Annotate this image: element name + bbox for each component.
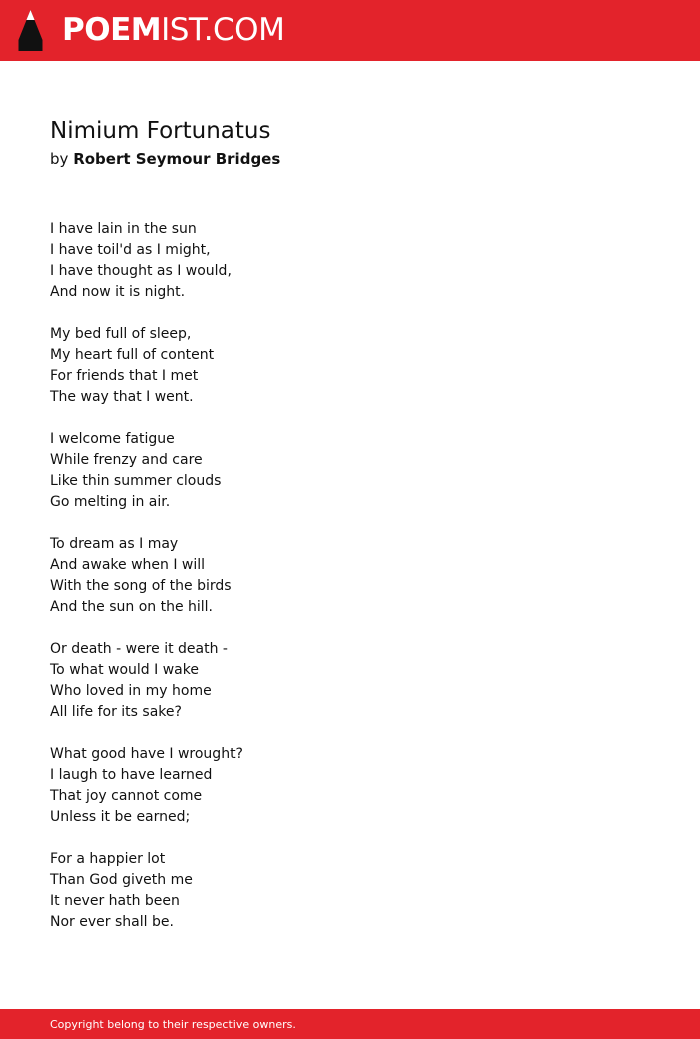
poem-line: That joy cannot come bbox=[50, 788, 203, 804]
poem-line: Who loved in my home bbox=[50, 683, 212, 699]
stanza bbox=[50, 219, 650, 303]
poem-line: I have toil'd as I might, bbox=[50, 242, 211, 258]
poem-line: Than God giveth me bbox=[50, 872, 193, 888]
poem-line: And awake when I will bbox=[50, 557, 206, 573]
poem-title: Nimium Fortunatus bbox=[50, 118, 271, 144]
poem-line: And now it is night. bbox=[50, 284, 186, 300]
poem-line: I laugh to have learned bbox=[50, 767, 213, 783]
site-header bbox=[0, 0, 700, 61]
poem-line: I welcome fatigue bbox=[50, 431, 175, 447]
poem-line: For friends that I met bbox=[50, 368, 199, 384]
poem-line: Unless it be earned; bbox=[50, 809, 191, 825]
logo-text-light: IST.COM bbox=[161, 12, 285, 48]
poem-line: What good have I wrought? bbox=[50, 746, 243, 762]
poem-line: For a happier lot bbox=[50, 851, 166, 867]
poem-byline bbox=[50, 149, 280, 169]
poem-line: It never hath been bbox=[50, 893, 180, 909]
poem-line: Or death - were it death - bbox=[50, 641, 228, 657]
stanza bbox=[50, 639, 650, 723]
poem-line: I have lain in the sun bbox=[50, 221, 197, 237]
pencil-icon bbox=[17, 9, 44, 52]
stanza bbox=[50, 849, 650, 933]
site-footer bbox=[0, 1009, 700, 1039]
poem-line: With the song of the birds bbox=[50, 578, 232, 594]
poem-body bbox=[50, 219, 650, 954]
stanza bbox=[50, 744, 650, 828]
poem-line: Go melting in air. bbox=[50, 494, 171, 510]
copyright-notice: Copyright belong to their respective owners. bbox=[50, 1018, 296, 1031]
poem-line: Like thin summer clouds bbox=[50, 473, 222, 489]
poem-line: The way that I went. bbox=[50, 389, 194, 405]
by-label: by bbox=[50, 150, 69, 168]
poem-line: While frenzy and care bbox=[50, 452, 203, 468]
stanza bbox=[50, 534, 650, 618]
poem-line: My heart full of content bbox=[50, 347, 215, 363]
logo-text-strong: POEM bbox=[62, 12, 162, 48]
poem-line: Nor ever shall be. bbox=[50, 914, 174, 930]
poem-line: To dream as I may bbox=[50, 536, 179, 552]
poem-line: I have thought as I would, bbox=[50, 263, 232, 279]
stanza bbox=[50, 429, 650, 513]
poem-line: To what would I wake bbox=[50, 662, 199, 678]
stanza bbox=[50, 324, 650, 408]
poem-line: And the sun on the hill. bbox=[50, 599, 214, 615]
site-logo[interactable] bbox=[62, 11, 284, 49]
poem-line: My bed full of sleep, bbox=[50, 326, 192, 342]
poem-author: Robert Seymour Bridges bbox=[73, 150, 281, 168]
poem-line: All life for its sake? bbox=[50, 704, 182, 720]
